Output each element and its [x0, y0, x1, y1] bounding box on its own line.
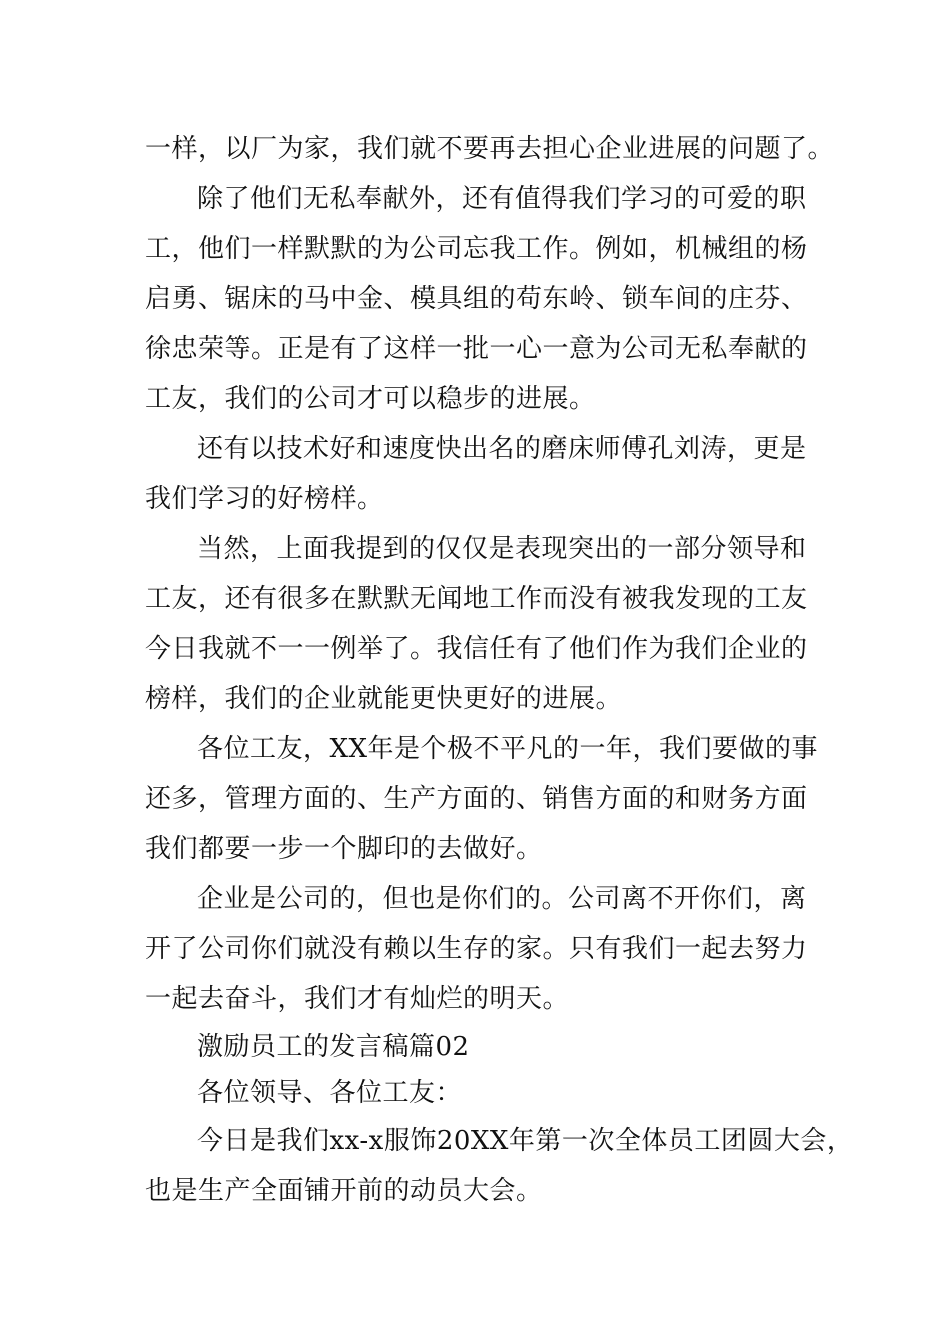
text-line: 一样，以厂为家，我们就不要再去担心企业进展的问题了。: [145, 134, 835, 164]
text-line: 工友，我们的公司才可以稳步的进展。: [145, 384, 596, 414]
salutation: 各位领导、各位工友：: [197, 1078, 463, 1108]
text-line: 我们都要一步一个脚印的去做好。: [145, 834, 543, 864]
document-body: [145, 124, 854, 1216]
text-line: 开了公司你们就没有赖以生存的家。只有我们一起去努力: [145, 934, 808, 964]
text-line: 一起去奋斗，我们才有灿烂的明天。: [145, 984, 570, 1014]
text-line: 榜样，我们的企业就能更快更好的进展。: [145, 684, 623, 714]
paragraph-start-line: 除了他们无私奉献外，还有值得我们学习的可爱的职: [197, 184, 807, 214]
text-line: 还多，管理方面的、生产方面的、销售方面的和财务方面: [145, 784, 808, 814]
section-heading: 激励员工的发言稿篇02: [197, 1032, 470, 1062]
text-line: 也是生产全面铺开前的动员大会。: [145, 1176, 543, 1206]
text-line: 今日我就不一一例举了。我信任有了他们作为我们企业的: [145, 634, 808, 664]
paragraph-start-line: 今日是我们xx-x服饰20XX年第一次全体员工团圆大会，: [197, 1126, 854, 1156]
paragraph-start-line: 各位工友，XX年是个极不平凡的一年，我们要做的事: [197, 734, 819, 764]
paragraph-start-line: 当然，上面我提到的仅仅是表现突出的一部分领导和: [197, 534, 807, 564]
text-line: 我们学习的好榜样。: [145, 484, 384, 514]
text-line: 徐忠荣等。正是有了这样一批一心一意为公司无私奉献的: [145, 334, 808, 364]
paragraph-start-line: 企业是公司的，但也是你们的。公司离不开你们，离: [197, 884, 807, 914]
paragraph-start-line: 还有以技术好和速度快出名的磨床师傅孔刘涛，更是: [197, 434, 807, 464]
text-line: 工友，还有很多在默默无闻地工作而没有被我发现的工友: [145, 584, 808, 614]
text-line: 启勇、锯床的马中金、模具组的苟东岭、锁车间的庄芬、: [145, 284, 808, 314]
text-line: 工，他们一样默默的为公司忘我工作。例如，机械组的杨: [145, 234, 808, 264]
